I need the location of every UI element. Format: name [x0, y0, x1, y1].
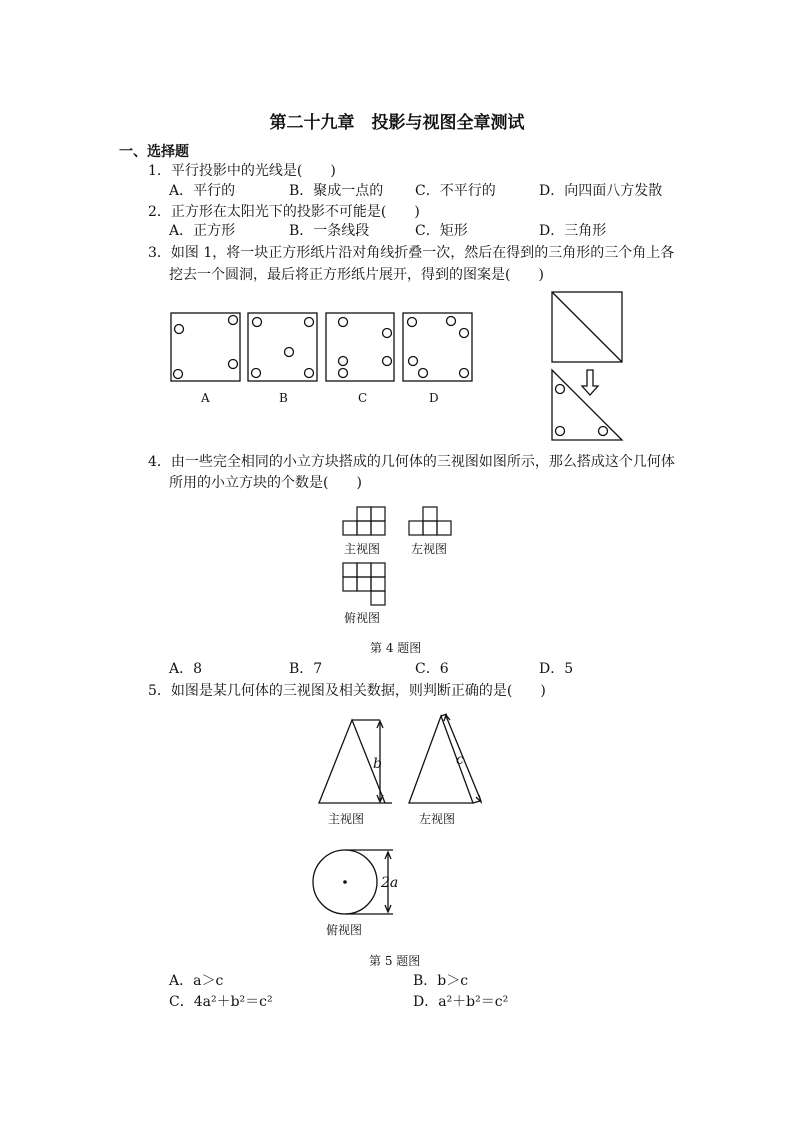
q3-stem-line2: 挖去一个圆洞，最后将正方形纸片展开，得到的图案是( ) [169, 267, 544, 283]
q5-front-label: 主视图 [328, 812, 365, 826]
q3-label-b[interactable]: B [279, 391, 288, 405]
q5-option-a[interactable]: A．a＞c [169, 973, 224, 989]
q2-option-b[interactable]: B．一条线段 [289, 223, 370, 239]
q4-option-c[interactable]: C．6 [415, 661, 449, 677]
q1-stem: 1．平行投影中的光线是( ) [148, 163, 336, 179]
q2-option-d[interactable]: D．三角形 [539, 223, 607, 239]
q5-caption: 第 5 题图 [369, 954, 421, 968]
q5-option-c[interactable]: C．4a²＋b²＝c² [169, 994, 273, 1010]
q5-option-d[interactable]: D．a²＋b²＝c² [413, 994, 509, 1010]
q1-option-c[interactable]: C．不平行的 [415, 183, 496, 199]
q4-option-b[interactable]: B．7 [289, 661, 323, 677]
q4-top-label: 俯视图 [344, 611, 381, 625]
q4-stem-line2: 所用的小立方块的个数是( ) [169, 475, 362, 491]
q5-left-label: 左视图 [419, 812, 456, 826]
q5-left-view [409, 714, 481, 803]
q4-left-label: 左视图 [411, 542, 448, 556]
q4-option-a[interactable]: A．8 [169, 661, 203, 677]
q5-dim-c: c [456, 752, 464, 768]
q5-option-b[interactable]: B．b＞c [413, 973, 469, 989]
q5-dim-b: b [373, 756, 382, 772]
q5-top-label: 俯视图 [326, 923, 363, 937]
q1-option-b[interactable]: B．聚成一点的 [289, 183, 384, 199]
q3-label-c[interactable]: C [358, 391, 368, 405]
q3-label-a[interactable]: A [201, 391, 210, 405]
q5-stem: 5．如图是某几何体的三视图及相关数据，则判断正确的是( ) [148, 683, 546, 699]
q2-stem: 2．正方形在太阳光下的投影不可能是( ) [148, 204, 420, 220]
section-heading: 一、选择题 [119, 144, 189, 160]
q3-stem-line1: 3．如图 1，将一块正方形纸片沿对角线折叠一次，然后在得到的三角形的三个角上各 [148, 245, 675, 261]
q2-option-c[interactable]: C．矩形 [415, 223, 468, 239]
q4-option-d[interactable]: D．5 [539, 661, 574, 677]
q1-option-d[interactable]: D．向四面八方发散 [539, 183, 663, 199]
q4-stem-line1: 4．由一些完全相同的小立方块搭成的几何体的三视图如图所示，那么搭成这个几何体 [148, 454, 675, 470]
page-title: 第二十九章 投影与视图全章测试 [269, 113, 525, 133]
q1-option-a[interactable]: A．平行的 [169, 183, 236, 199]
q2-option-a[interactable]: A．正方形 [169, 223, 236, 239]
q4-front-label: 主视图 [344, 542, 381, 556]
q4-caption: 第 4 题图 [370, 641, 422, 655]
q5-dim-2a: 2a [381, 875, 399, 891]
q3-label-d[interactable]: D [429, 391, 439, 405]
